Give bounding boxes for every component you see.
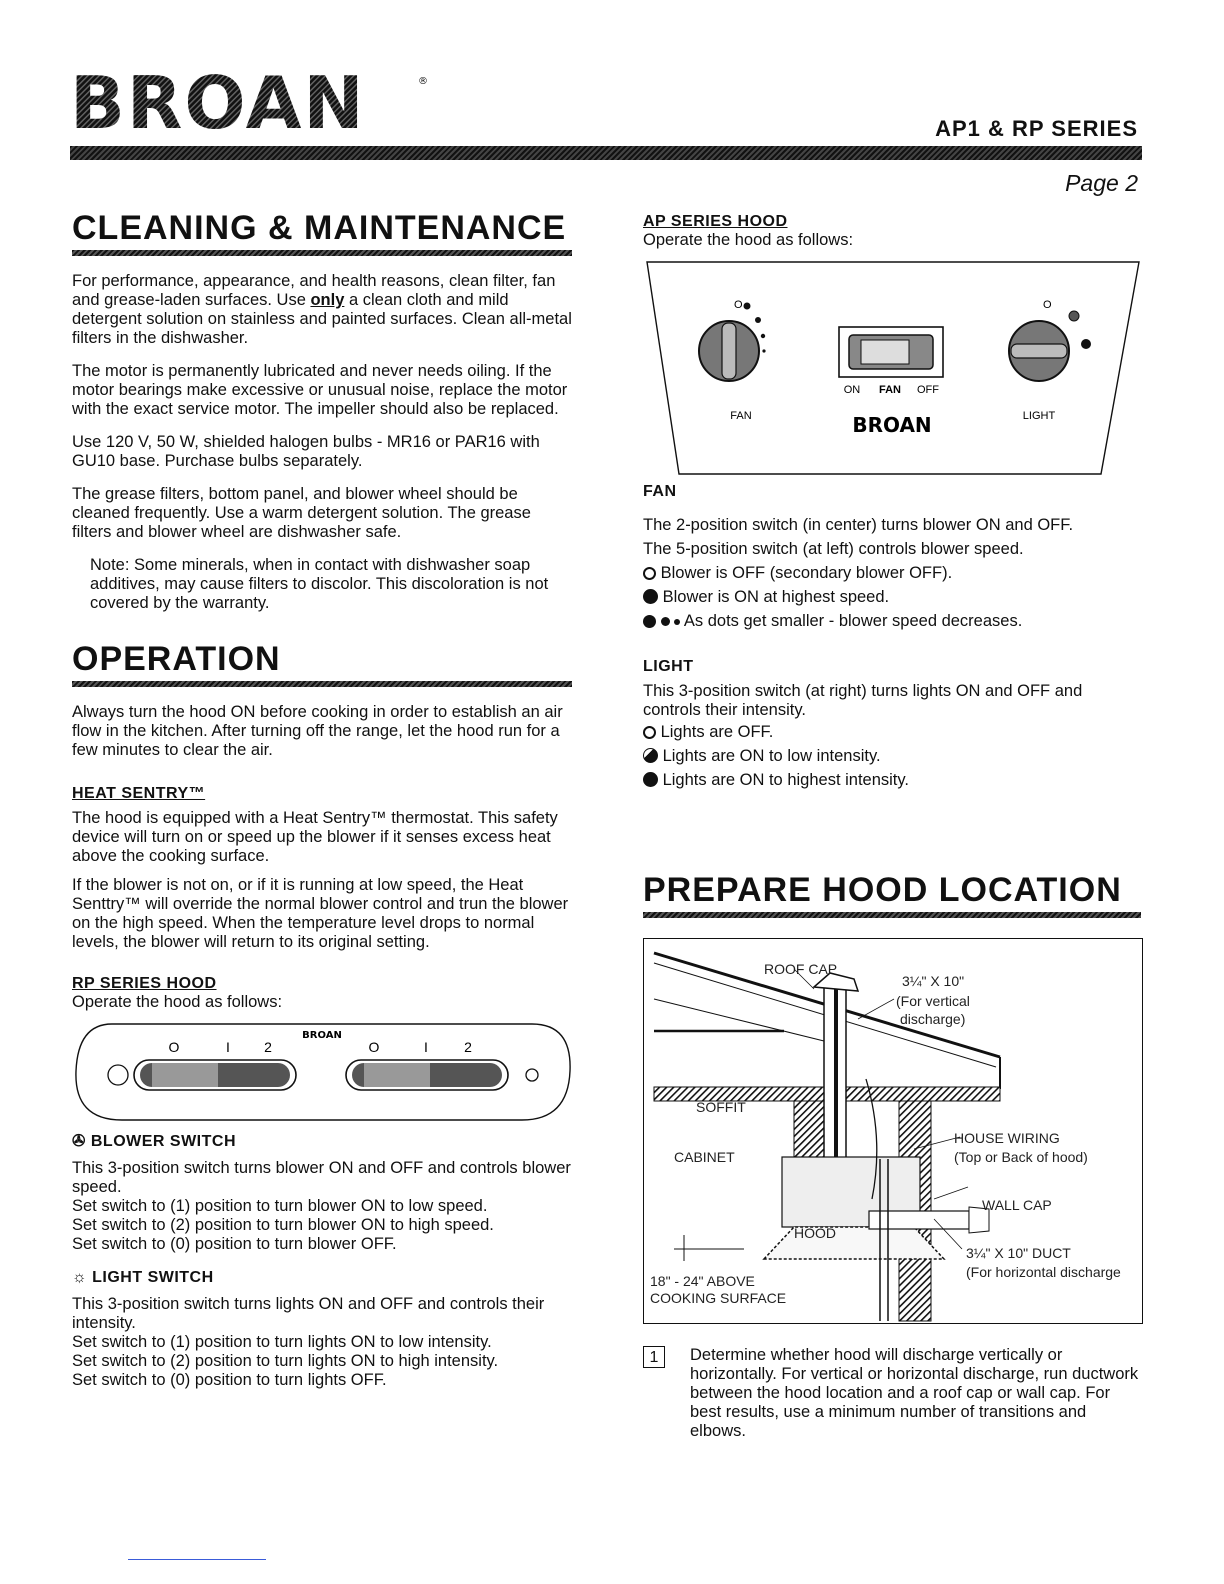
duct-note: (For horizontal discharge (966, 1264, 1121, 1280)
wall-cap-label: WALL CAP (982, 1197, 1052, 1213)
cleaning-p2: The motor is permanently lubricated and never needs oiling. If the motor bearings make excessive or unusual noise, replace the motor with the exact service motor. The impeller should also be replaced. (72, 362, 568, 418)
ap-series-heading: AP SERIES HOOD (643, 213, 788, 230)
roof-cap-label: ROOF CAP (764, 961, 838, 977)
half-circle-icon (643, 748, 658, 763)
ap-fan-off-mark: O (734, 299, 743, 311)
light-ap-line-1: This 3-position switch (at right) turns lights ON and OFF and controls their intensity. (643, 682, 1083, 719)
soffit-label: SOFFIT (696, 1099, 746, 1115)
empty-circle-icon (643, 567, 656, 580)
fan-line-5: As dots get smaller - blower speed decreases. (643, 609, 1141, 633)
blower-line-0: This 3-position switch turns blower ON and OFF and controls blower speed. (72, 1159, 571, 1196)
height-label-1: 18" - 24" ABOVE (650, 1273, 755, 1289)
ap-series-subtitle: Operate the hood as follows: (643, 231, 854, 249)
header-rule (70, 146, 1142, 160)
ap-fan-label: FAN (730, 410, 752, 422)
light-line-1: Set switch to (1) position to turn lights ON to low intensity. (72, 1333, 492, 1351)
footer-link-line (128, 1559, 266, 1560)
fan-line-3: Blower is OFF (secondary blower OFF). (643, 561, 1141, 585)
heat-sentry-p2: If the blower is not on, or if it is running at low speed, the Heat Senttry™ will override the normal blower control and trun the blower on the high speed. When the temperature level drops to normal levels, the blower will return to its original setting. (72, 876, 569, 951)
prepare-heading: PREPARE HOOD LOCATION (643, 871, 1122, 909)
cleaning-note: Note: Some minerals, when in contact with dishwasher soap additives, may cause filters to discolor. This discoloration is not covered by the warranty. (90, 556, 549, 612)
full-circle-icon (643, 589, 658, 604)
ap-on-label: ON (843, 384, 861, 396)
heat-sentry-p1: The hood is equipped with a Heat Sentry™ thermostat. This safety device will turn on or speed up the blower if it senses excess heat above the cooking surface. (72, 809, 558, 865)
cleaning-heading: CLEANING & MAINTENANCE (72, 209, 567, 247)
ap-light-off-mark: O (1043, 299, 1052, 311)
cleaning-p4: The grease filters, bottom panel, and blower wheel should be cleaned frequently. Use a warm detergent solution. The grease filters and blower wheel are dishwasher safe. (72, 485, 531, 541)
rp-light-pos-0: O (368, 1039, 380, 1055)
fan-line-2: The 5-position switch (at left) controls blower speed. (643, 540, 1024, 558)
light-ap-line-2: Lights are OFF. (643, 720, 1141, 744)
vertical-note-1: (For vertical (896, 993, 970, 1009)
light-line-0: This 3-position switch turns lights ON and OFF and controls their intensity. (72, 1295, 545, 1332)
ap-fan-switch-label: FAN (879, 384, 901, 396)
right-column (643, 212, 1141, 792)
light-icon: ☼ (72, 1269, 88, 1286)
fan-line-1: The 2-position switch (in center) turns blower ON and OFF. (643, 516, 1074, 534)
rp-control-panel (72, 1016, 572, 1126)
full-circle-icon (643, 772, 658, 787)
blower-line-2: Set switch to (2) position to turn blower ON to high speed. (72, 1216, 494, 1234)
decreasing-dots-icon (643, 612, 680, 630)
operation-p1: Always turn the hood ON before cooking in order to establish an air flow in the kitchen. After turning off the range, let the hood run for a few minutes to clear the air. (72, 703, 563, 759)
ap-off-label: OFF (917, 384, 939, 396)
light-line-3: Set switch to (0) position to turn lights OFF. (72, 1371, 387, 1389)
rp-fan-pos-0: O (168, 1039, 180, 1055)
fan-heading: FAN (643, 483, 677, 500)
cabinet-label: CABINET (674, 1149, 735, 1165)
prepare-section (643, 870, 1141, 918)
vertical-note-2: discharge) (900, 1011, 966, 1027)
rp-fan-pos-2: 2 (264, 1039, 272, 1055)
vertical-size-label: 3¼" X 10" (902, 973, 965, 989)
page-number: Page 2 (1065, 170, 1138, 196)
ap-panel-brand: BROAN (852, 413, 932, 437)
step-number: 1 (643, 1346, 665, 1368)
step-text: Determine whether hood will discharge vertically or horizontally. For vertical or horizontal discharge, run ductwork between the hood location and a roof cap or wall cap. For best results, use a minimum number of transitions and elbows. (690, 1346, 1139, 1440)
rp-light-pos-1: I (424, 1039, 428, 1055)
fan-icon: ✇ (72, 1133, 86, 1150)
fan-line-4: Blower is ON at highest speed. (643, 585, 1141, 609)
operation-heading: OPERATION (72, 640, 281, 678)
prepare-rule (643, 912, 1141, 918)
rp-series-heading: RP SERIES HOOD (72, 975, 217, 992)
svg-text:®: ® (418, 76, 428, 87)
blower-switch-heading: ✇ BLOWER SWITCH (72, 1133, 237, 1150)
left-column (72, 208, 572, 1390)
step-1 (643, 1346, 1143, 1441)
light-ap-line-4: Lights are ON to highest intensity. (643, 768, 1141, 792)
hood-label: HOOD (794, 1225, 836, 1241)
cleaning-p1: For performance, appearance, and health reasons, clean filter, fan and grease-laden surfaces. Use only a clean cloth and mild detergent solution on stainless and painted surfaces. Clean all-metal filters in the dishwasher. (72, 272, 572, 347)
light-heading: LIGHT (643, 658, 694, 675)
duct-label: 3¼" X 10" DUCT (966, 1245, 1071, 1261)
heat-sentry-heading: HEAT SENTRY™ (72, 785, 206, 802)
light-line-2: Set switch to (2) position to turn lights ON to high intensity. (72, 1352, 499, 1370)
blower-line-3: Set switch to (0) position to turn blower OFF. (72, 1235, 397, 1253)
light-ap-line-3: Lights are ON to low intensity. (643, 744, 1141, 768)
installation-diagram (643, 938, 1143, 1324)
rp-light-pos-2: 2 (464, 1039, 472, 1055)
blower-line-1: Set switch to (1) position to turn blower ON to low speed. (72, 1197, 488, 1215)
ap-light-label: LIGHT (1022, 410, 1056, 422)
rp-series-subtitle: Operate the hood as follows: (72, 993, 283, 1011)
house-wiring-note: (Top or Back of hood) (954, 1149, 1088, 1165)
ap-control-panel (643, 256, 1141, 478)
series-title: AP1 & RP SERIES (935, 116, 1138, 141)
broan-logo-text: BROAN (70, 70, 366, 132)
light-switch-heading: ☼ LIGHT SWITCH (72, 1269, 214, 1286)
cleaning-p3: Use 120 V, 50 W, shielded halogen bulbs - MR16 or PAR16 with GU10 base. Purchase bulbs separately. (72, 433, 540, 470)
house-wiring-label: HOUSE WIRING (954, 1130, 1060, 1146)
empty-circle-icon (643, 726, 656, 739)
broan-logo (70, 70, 430, 132)
height-label-2: COOKING SURFACE (650, 1290, 787, 1306)
rp-panel-brand: BROAN (302, 1030, 342, 1041)
rp-fan-pos-1: I (226, 1039, 230, 1055)
